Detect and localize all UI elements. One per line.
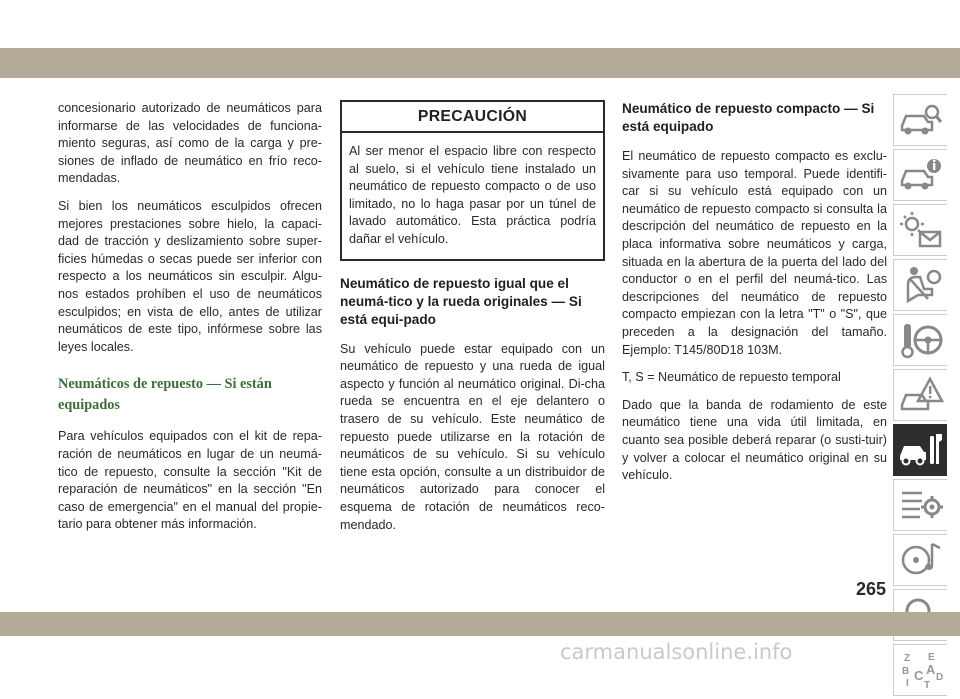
caution-box — [340, 100, 605, 261]
tab-letter: C — [913, 668, 923, 683]
column-left — [58, 100, 322, 544]
top-color-band — [0, 48, 960, 78]
paragraph-limited-tread: Dado que la banda de rodamiento de este neumático tiene una vida útil limitada, en cuanto sea posible deberá reparar (o susti-tuir) y volver a colocar el neumático original en su vehículo. — [622, 397, 887, 483]
tab-instrument-panel[interactable] — [893, 204, 947, 256]
page-number: 265 — [856, 579, 887, 599]
tab-language[interactable] — [893, 644, 947, 696]
paragraph-compact-spare: El neumático de repuesto compacto es exclu-sivamente para uso temporal. Puede identifi-car si su vehículo está equipado con un neumático de repuesto compacto si consulta la descripción del neumático de repuesto en la placa informativa sobre neumáticos y carga, situada en la abertura de la puerta del lado del conductor o en el perfil del neumá-tico. Las descripciones del neumático de repuesto compacto empiezan con la letra "T" o "S", que preceden a la designación del tamaño. Ejemplo: T145/80D18 103M. — [622, 149, 887, 357]
paragraph-dealer-info: concesionario autorizado de neumáticos para informarse de las velocidades de funciona-miento seguras, así como de la carga y pre-siones de inflado de neumático en frío reco-mendadas. — [58, 101, 322, 186]
tab-servicing-maintenance[interactable] — [893, 424, 947, 476]
car-info-icon — [898, 155, 944, 195]
tab-technical-specs[interactable] — [893, 479, 947, 531]
heading-spare-tires: Neumáticos de repuesto — Si están equipados — [58, 376, 272, 414]
heading-compact-spare: Neumático de repuesto compacto — Si está equipado — [622, 101, 875, 134]
tab-vehicle-info[interactable] — [893, 149, 947, 201]
steering-wheel-key-icon — [898, 320, 944, 360]
multimedia-music-icon — [898, 540, 944, 580]
paragraph-matching-spare: Su vehículo puede estar equipado con un neumático de repuesto y una rueda de igual aspecto y función al neumático original. Di-cha rueda se encuentra en el eje delantero o trasero de su vehículo. Este neumático de repuesto puede utilizarse en la rotación de neumáticos de su vehículo. Si su vehículo tiene esta opción, consulte a un distribuidor de neumáticos autorizado para conocer el esquema de rotación de neumáticos reco-mendado. — [340, 341, 605, 532]
caution-paragraph: Al ser menor el espacio libre con respecto al suelo, si el vehículo tiene instalado un neumático de repuesto compacto o de uso limitado, no lo haga pasar por un túnel de lavado automático. Esta práctica podría dañar el vehículo. — [349, 144, 596, 246]
language-letters-icon — [898, 650, 944, 690]
tab-letter: Z — [903, 653, 910, 664]
seatbelt-airbag-icon — [898, 265, 944, 305]
paragraph-studded-tires: Si bien los neumáticos esculpidos ofrecen mejores prestaciones sobre hielo, la capaci-dad de tracción y deslizamiento sobre super-ficies húmedas o secas puede ser inferior con respecto a los neumáticos sin esculpir. Algu-nos estados prohíben el uso de neumáticos esculpidos; en vista de ello, antes de utilizar neumáticos de este tipo, infórmese sobre las leyes locales. — [58, 198, 322, 354]
tab-letter: T — [923, 680, 930, 690]
chapter-tabs — [893, 94, 949, 699]
tab-letter: E — [927, 652, 935, 663]
watermark: carmanualsonline.info — [560, 640, 793, 664]
tab-letter: A — [925, 662, 935, 677]
hazard-car-icon — [898, 375, 944, 415]
specifications-gear-icon — [898, 485, 944, 525]
bottom-color-band — [0, 612, 960, 636]
tab-multimedia[interactable] — [893, 534, 947, 586]
tab-getting-to-know[interactable] — [893, 94, 947, 146]
paragraph-temporary-spare: T, S = Neumático de repuesto temporal — [622, 370, 841, 385]
tab-letter: D — [935, 672, 943, 683]
car-service-tools-icon — [898, 430, 944, 470]
tab-emergency[interactable] — [893, 369, 947, 421]
tab-letter: I — [905, 678, 909, 689]
tab-starting-operating[interactable] — [893, 314, 947, 366]
column-middle — [340, 100, 605, 544]
tab-letter: B — [901, 666, 909, 677]
caution-title: PRECAUCIÓN — [342, 102, 603, 133]
column-right — [622, 100, 887, 495]
paragraph-repair-kit: Para vehículos equipados con el kit de repa-ración de neumáticos en lugar de un neumá-tico de repuesto, consulte la sección "Kit de reparación de neumáticos" en la sección "En caso de emergencia" en el manual del propie-tario para obtener más información. — [58, 429, 322, 532]
tab-safety[interactable] — [893, 259, 947, 311]
caution-text — [342, 133, 603, 259]
warning-lights-message-icon — [898, 210, 944, 250]
heading-matching-spare: Neumático de repuesto igual que el neumá-tico y la rueda originales — Si está equi-pado — [340, 275, 582, 327]
car-search-icon — [898, 100, 944, 140]
